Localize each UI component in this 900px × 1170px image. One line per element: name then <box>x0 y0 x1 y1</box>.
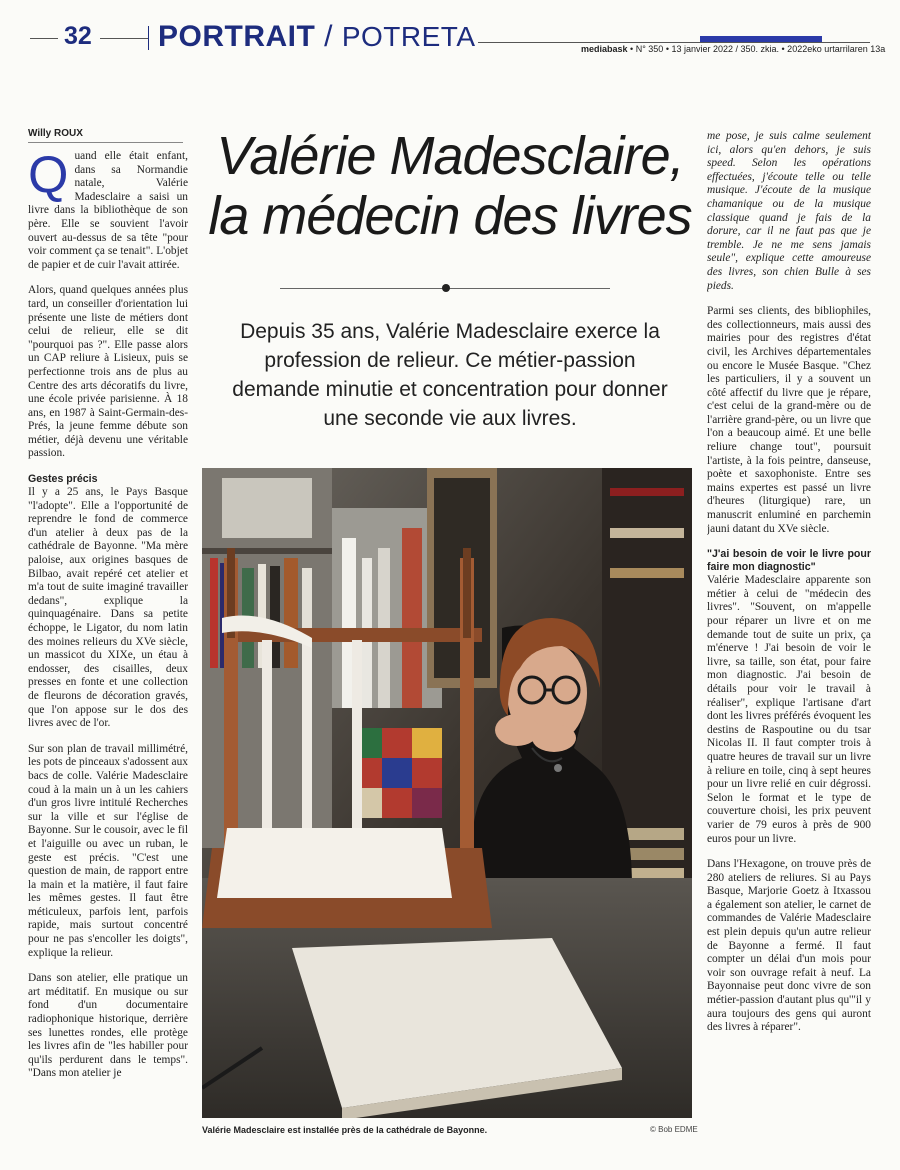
paragraph-5: Dans son atelier, elle pratique un art méditatif. En musique ou sur fond d'un documentaire radiophonique historique, derrière ses lunettes rondes, elle protège les livres afin de "les habiller pour qu'ils perdurent dans le temps". "Dans mon atelier je <box>28 972 188 1080</box>
photo-caption: Valérie Madesclaire est installée près de la cathédrale de Bayonne. <box>202 1125 488 1135</box>
separator-dot <box>442 284 450 292</box>
paragraph-6: me pose, je suis calme seulement ici, alors qu'en dehors, je suis speed. Selon les opérations effectuées, j'écoute telle ou telle musique. J'écoute de la musique chamanique ou de la musique classique quand je fais de la dorure, car il ne faut pas que je tremble. Je ne me sens jamais seule", explique cette amoureuse des livres, son chien Bulle à ses pieds. <box>707 130 871 292</box>
section-label: PORTRAIT <box>158 20 316 53</box>
header-rule-tick <box>148 26 149 50</box>
masthead-info: • N° 350 • 13 janvier 2022 / 350. zkia. • 2022eko urtarrilaren 13a <box>630 44 886 54</box>
bookbinder-photo-illustration <box>202 468 692 1118</box>
paragraph-2: Alors, quand quelques années plus tard, un conseiller d'orientation lui présente une liste de métiers dont celui de relieur, elle se dit "pourquoi pas ?". Elle passe alors un CAP reliure à Lisieux, puis se perfectionne trois ans de plus au Centre des arts décoratifs du livre, une école privée parisienne. À 18 ans, en 1987 à Saint-Germain-des-Prés, la jeune femme débute son métier, déjà devenu une véritable passion. <box>28 284 188 460</box>
section-sublabel: POTRETA <box>341 21 476 52</box>
subhead-diagnostic: "J'ai besoin de voir le livre pour faire mon diagnostic" <box>707 548 871 574</box>
paragraph-9: Dans l'Hexagone, on trouve près de 280 ateliers de reliures. Si au Pays Basque, Marjorie Goetz à Itxassou a également son atelier, le carnet de commandes de Valérie Madesclaire est plein depuis qu'un autre relieur de Bayonne a fermé. Il faut compter un délai d'un mois pour voir son ouvrage refait à neuf. La Bayonnaise peut donc vivre de son métier-passion d'autant plus qu'"il y aura toujours des gens qui auront des livres à réparer". <box>707 858 871 1034</box>
page-number: 32 <box>64 22 92 50</box>
section-slash: / <box>315 20 342 53</box>
paragraph-3: Il y a 25 ans, le Pays Basque "l'adopte". Elle a l'opportunité de reprendre le fond de commerce d'un atelier à deux pas de la cathédrale de Bayonne. "Ma mère paloise, aux origines basques de Bilbao, avait repéré cet atelier et m'a tout de suite imaginé travailler dedans", explique la quinquagénaire. Dans sa petite échoppe, le Ligator, du nom latin des moines relieurs du XVe siècle, un massicot du XIXe, un étau à endosser, des cisailles, deux presses en fonte et une collection de fleurons de décoration gravés, que l'on appose sur le dos des livres avec de l'or. <box>28 486 188 730</box>
paragraph-4: Sur son plan de travail millimétré, les pots de pinceaux s'adossent aux bacs de colle. Valérie Madesclaire coud à la main un à un les cahiers d'un gros livre intitulé Recherches sur la ville et sur l'église de Bayonne. Sur le cousoir, avec le fil et l'aiguille ou avec un ruban, le geste est précis. "C'est une question de main, de rapport entre la main et la matière, il faut faire les mêmes gestes. Il faut être méticuleux, parfois lent, parfois rapide, mais surtout concentré pour ne pas s'encoller les doigts", explique la relieur. <box>28 742 188 959</box>
title-line-1: Valérie Madesclaire, <box>216 126 684 186</box>
byline: Willy ROUX <box>28 128 83 139</box>
title-line-2: la médecin des livres <box>208 186 692 246</box>
header-rule-left <box>30 38 58 39</box>
article-photo <box>202 468 692 1118</box>
paragraph-1-text: uand elle était enfant, dans sa Normandie natale, Valérie Madesclaire a saisi un livre dans la bibliothèque de son père. Elle se souvient l'avoir ouvert au-dessus de sa tête "pour voir comment ça se tenait". L'objet de papier et de cuir l'avait attirée. <box>28 150 188 271</box>
masthead-bar <box>700 36 822 42</box>
column-right <box>707 130 871 1140</box>
subhead-gestes: Gestes précis <box>28 473 98 486</box>
column-left <box>28 150 188 1140</box>
masthead-brand: mediabask <box>581 44 628 54</box>
masthead <box>581 44 885 54</box>
paragraph-1 <box>28 150 188 272</box>
byline-rule <box>28 142 183 143</box>
drop-cap: Q <box>28 150 69 204</box>
article-deck: Depuis 35 ans, Valérie Madesclaire exerce la profession de relieur. Ce métier-passion demande minutie et concentration pour donner une seconde vie aux livres. <box>232 320 668 430</box>
header-rule-right <box>478 42 870 43</box>
article-title <box>205 126 695 246</box>
paragraph-7: Parmi ses clients, des bibliophiles, des collectionneurs, mais aussi des mairies pour des registres d'état civil, les Archives départementales ou encore le Musée Basque. "Chez les particuliers, il y a souvent un côté affectif du livre que je répare, c'est celui de la grand-mère ou de l'arrière grand-père, ou un livre que l'on a beaucoup aimé. Et une belle reliure change tout", poursuit l'artiste, à la fois peintre, danseuse, poète et saxophoniste. Entre ses mains expertes est passé un livre d'heures (liturgique) rare, un manuscrit enluminé en parchemin jauni datant du XVe siècle. <box>707 305 871 535</box>
header-rule-mid <box>100 38 148 39</box>
section-title <box>158 20 476 54</box>
photo-credit: © Bob EDME <box>650 1125 698 1134</box>
paragraph-8: Valérie Madesclaire apparente son métier à celui de "médecin des livres". "Souvent, on m'appelle pour réparer un livre et on me demande tout de suite un prix, ça m'énerve ! J'ai besoin de voir le livre, sa taille, son état, pour faire mon diagnostic. J'ai besoin de détails pour voir le travail à réaliser", explique l'artisane d'art dont les livres préférés évoquent les destins de Raspoutine ou du tsar Nicolas II. Il faut compter trois à quatre heures de travail sur un livre à reliure en toile, cinq à sept heures pour un livre relié en cuir dégrossi. Selon le format et le type de couverture choisi, les prix peuvent varier de 79 euros à près de 900 euros pour un livre. <box>707 574 871 845</box>
